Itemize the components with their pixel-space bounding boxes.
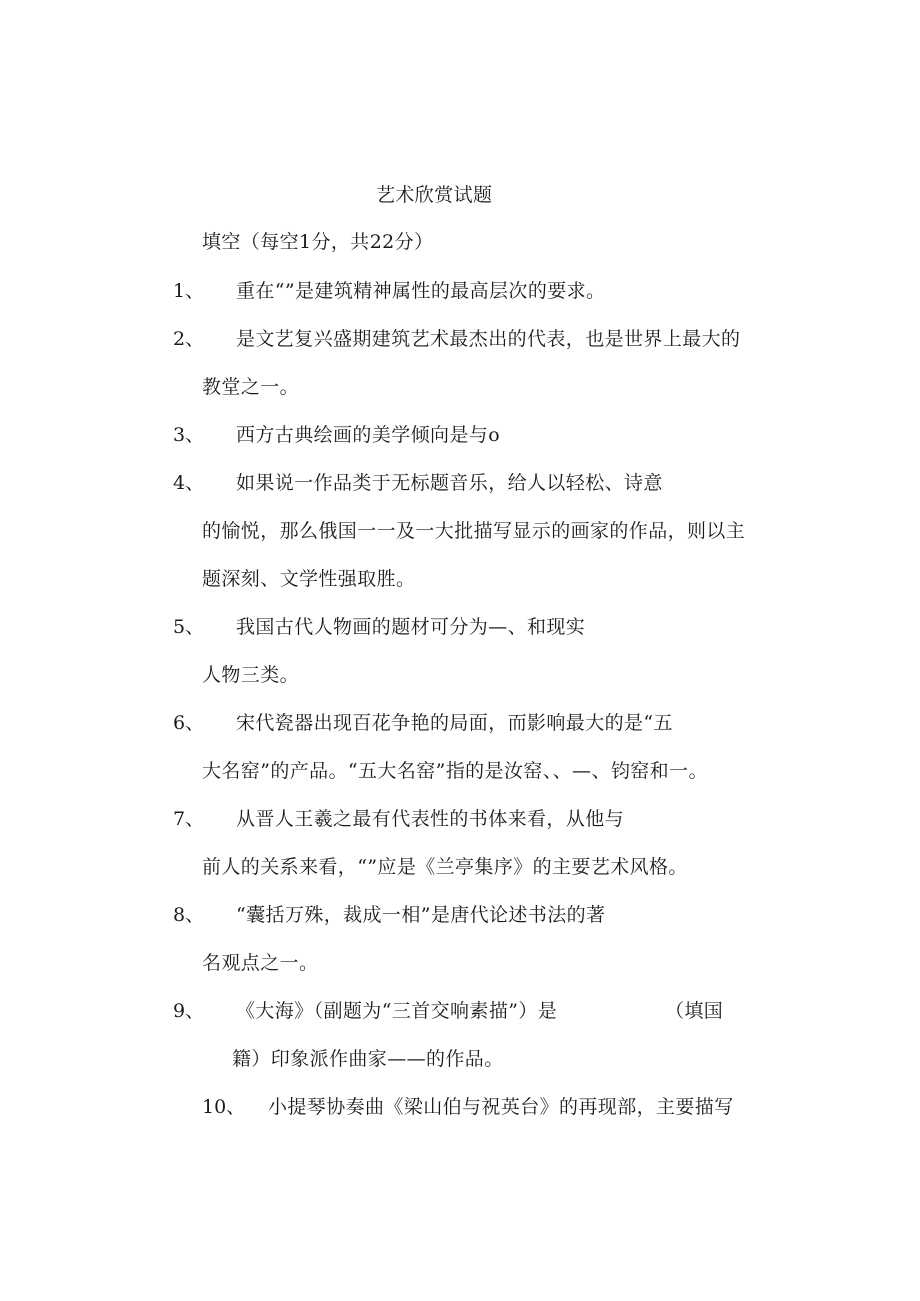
question-text-line: 名观点之一。: [202, 952, 319, 974]
question-text-line: 人物三类。: [202, 664, 300, 686]
question-text-line: 从晋人王羲之最有代表性的书体来看，从他与: [236, 808, 625, 830]
question-number: 2、: [173, 328, 205, 350]
question-text-line: 如果说一作品类于无标题音乐，给人以轻松、诗意: [236, 472, 663, 494]
question-text-line: 小提琴协奏曲《梁山伯与祝英台》的再现部，主要描写: [268, 1096, 734, 1118]
question-text-line: “囊括万殊，裁成一相”是唐代论述书法的著: [236, 904, 606, 926]
question-text-line: 西方古典绘画的美学倾向是与o: [236, 424, 501, 446]
question-text-line: 的愉悦，那么俄国一一及一大批描写显示的画家的作品，则以主: [202, 520, 746, 542]
question-text-line: 题深刻、文学性强取胜。: [202, 568, 416, 590]
question-text-line: （填国: [665, 1000, 724, 1022]
question-number: 10、: [202, 1096, 246, 1118]
question-number: 8、: [173, 904, 205, 926]
question-text-line: 宋代瓷器出现百花争艳的局面，而影响最大的是“五: [236, 712, 673, 734]
section-heading: 填空（每空1分，共22分）: [202, 231, 434, 253]
question-text-line: 教堂之一。: [202, 376, 300, 398]
question-number: 6、: [173, 712, 205, 734]
question-number: 1、: [173, 280, 205, 302]
question-text-line: 重在“”是建筑精神属性的最高层次的要求。: [236, 280, 606, 302]
question-number: 7、: [173, 808, 205, 830]
question-text-line: 是文艺复兴盛期建筑艺术最杰出的代表，也是世界上最大的: [236, 328, 741, 350]
question-text-line: 我国古代人物画的题材可分为—、和现实: [236, 616, 586, 638]
question-number: 3、: [173, 424, 205, 446]
question-text-line: 《大海》（副题为“三首交响素描”）是: [236, 1000, 558, 1022]
question-number: 4、: [173, 472, 205, 494]
question-text-line: 前人的关系来看，“”应是《兰亭集序》的主要艺术风格。: [202, 856, 688, 878]
document-title: 艺术欣赏试题: [376, 184, 493, 206]
question-number: 9、: [173, 1000, 205, 1022]
question-number: 5、: [173, 616, 205, 638]
question-text-line: 籍）印象派作曲家——的作品。: [232, 1048, 504, 1070]
question-text-line: 大名窑”的产品。“五大名窑”指的是汝窑、、—、钧窑和一。: [202, 760, 708, 782]
